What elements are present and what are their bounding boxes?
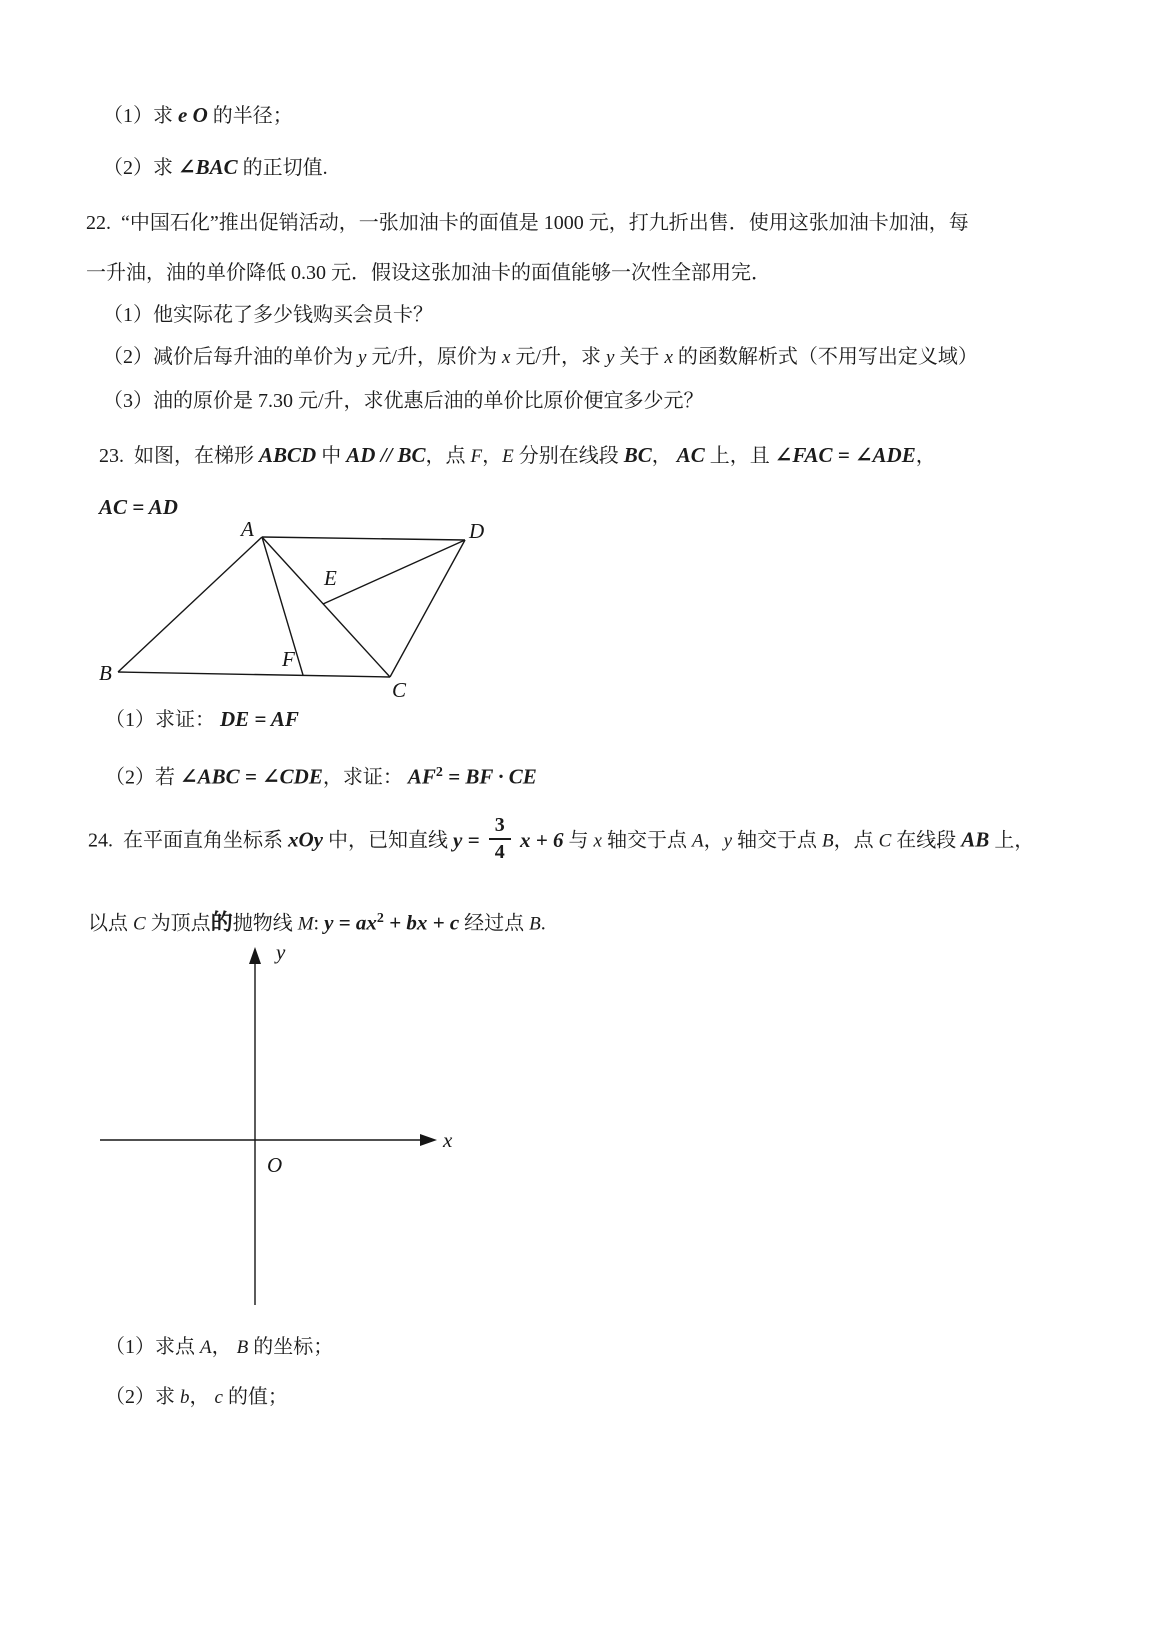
text-segment: x bbox=[664, 347, 673, 368]
text-segment: ， bbox=[211, 1336, 237, 1358]
text-segment: 为顶点 bbox=[145, 912, 211, 935]
text-segment: （2）若 bbox=[105, 766, 180, 789]
text-segment: （2）减价后每升油的单价为 bbox=[103, 346, 358, 368]
q24-statement-line1 bbox=[88, 816, 1034, 868]
q22-intro-line1 bbox=[86, 208, 969, 238]
text-segment: + bx + c bbox=[383, 910, 460, 935]
text-segment: : bbox=[313, 912, 325, 935]
label-E: E bbox=[324, 566, 337, 590]
text-segment: AC = AD bbox=[99, 495, 178, 519]
text-segment: B bbox=[529, 913, 541, 935]
text-segment: 中，已知直线 bbox=[323, 829, 453, 852]
text-segment: AB bbox=[961, 827, 990, 852]
text-segment: y = ax bbox=[324, 910, 377, 935]
text-segment: C bbox=[133, 913, 146, 935]
text-segment: c bbox=[214, 1387, 223, 1408]
label-A: A bbox=[241, 517, 254, 541]
text-segment: 元/升，求 bbox=[510, 346, 606, 368]
segment-BC bbox=[118, 672, 390, 677]
text-segment: 中 bbox=[316, 445, 347, 467]
text-segment: ， bbox=[651, 445, 677, 467]
text-segment: ∠ABC = ∠CDE bbox=[180, 764, 323, 789]
text-segment: x bbox=[593, 830, 602, 852]
text-segment: ∠BAC bbox=[178, 155, 238, 179]
text-segment: （1）求证： bbox=[105, 709, 220, 731]
text-segment: ，求证： bbox=[322, 766, 408, 789]
text-segment: 2 bbox=[376, 911, 384, 926]
q23-trapezoid-figure bbox=[98, 516, 488, 702]
fraction-numerator: 3 bbox=[494, 814, 505, 836]
text-segment: 一升油，油的单价降低 0.30 元．假设这张加油卡的面值能够一次性全部用完． bbox=[86, 262, 771, 284]
text-segment: 抛物线 bbox=[232, 912, 298, 935]
q23-part2 bbox=[105, 758, 537, 793]
label-C: C bbox=[392, 678, 407, 702]
text-segment: A bbox=[200, 1337, 212, 1358]
text-segment: （3）油的原价是 7.30 元/升，求优惠后油的单价比原价便宜多少元？ bbox=[103, 390, 704, 412]
text-segment: F bbox=[470, 446, 483, 467]
q21-part1 bbox=[103, 100, 293, 131]
text-segment: 轴交于点 bbox=[732, 829, 822, 852]
text-segment: 上， bbox=[989, 829, 1035, 852]
q21-part2 bbox=[103, 152, 328, 183]
text-segment: 在线段 bbox=[891, 829, 962, 852]
q23-part1 bbox=[105, 704, 299, 735]
label-B: B bbox=[99, 661, 112, 685]
q24-part2 bbox=[105, 1382, 288, 1413]
text-segment: 上，且 bbox=[704, 445, 775, 467]
text-segment: x bbox=[502, 347, 511, 368]
text-segment: y bbox=[606, 347, 615, 368]
q22-part3 bbox=[103, 386, 704, 416]
text-segment: 元/升，原价为 bbox=[366, 346, 502, 368]
y-axis-arrowhead bbox=[249, 947, 261, 964]
inline-fraction-equation bbox=[453, 814, 564, 863]
text-segment: BC bbox=[623, 443, 652, 467]
text-segment: 以点 bbox=[88, 912, 133, 935]
text-segment: ，点 bbox=[833, 829, 879, 852]
text-segment: 的坐标； bbox=[248, 1336, 334, 1358]
label-D: D bbox=[469, 519, 485, 543]
q22-part2 bbox=[103, 342, 978, 373]
text-segment: AF bbox=[407, 764, 436, 789]
x-axis-label: x bbox=[443, 1128, 453, 1152]
text-segment: ， bbox=[482, 445, 503, 467]
text-segment: （1）求点 bbox=[105, 1336, 200, 1358]
text-segment: e O bbox=[178, 103, 208, 127]
text-segment: ， bbox=[189, 1386, 215, 1408]
text-segment: 的值； bbox=[222, 1386, 288, 1408]
text-segment: ，点 bbox=[425, 445, 471, 467]
text-segment: AC bbox=[676, 443, 705, 467]
q24-statement-line2 bbox=[88, 904, 546, 940]
text-segment: （2）求 bbox=[105, 1386, 180, 1408]
text-segment: y bbox=[358, 347, 367, 368]
segment-AD bbox=[262, 537, 465, 540]
text-segment: B bbox=[236, 1337, 249, 1358]
text-segment: A bbox=[691, 830, 704, 852]
text-segment: 2 bbox=[435, 765, 443, 780]
text-segment: M bbox=[297, 913, 314, 935]
q24-part1 bbox=[105, 1332, 333, 1363]
equation-lhs: y = bbox=[453, 827, 485, 852]
text-segment: 关于 bbox=[614, 346, 665, 368]
text-segment: 23. 如图，在梯形 bbox=[99, 445, 259, 467]
text-segment: 的半径； bbox=[207, 105, 293, 127]
text-segment: AD // BC bbox=[346, 443, 426, 467]
text-segment: （1）他实际花了多少钱购买会员卡？ bbox=[103, 304, 433, 326]
text-segment: 轴交于点 bbox=[601, 829, 692, 852]
segment-DE bbox=[323, 540, 465, 604]
text-segment: 与 bbox=[563, 829, 594, 852]
text-segment: ， bbox=[915, 445, 936, 467]
text-segment: . bbox=[540, 912, 546, 935]
text-segment: y bbox=[723, 830, 732, 852]
text-segment: b bbox=[180, 1387, 190, 1408]
text-segment: 的 bbox=[210, 909, 233, 935]
text-segment: 的函数解析式（不用写出定义域） bbox=[672, 346, 978, 368]
q24-coordinate-axes-figure bbox=[95, 943, 475, 1315]
text-segment: ∠FAC = ∠ADE bbox=[774, 443, 916, 467]
x-axis-arrowhead bbox=[420, 1134, 437, 1146]
y-axis-label: y bbox=[276, 943, 286, 964]
equation-rhs: x + 6 bbox=[514, 827, 564, 852]
segment-AB bbox=[118, 537, 262, 672]
origin-label: O bbox=[267, 1153, 283, 1177]
text-segment: B bbox=[822, 830, 834, 852]
q23-statement-line1 bbox=[99, 440, 936, 472]
text-segment: ABCD bbox=[259, 443, 317, 467]
text-segment: ， bbox=[703, 829, 724, 852]
text-segment: 22. “中国石化”推出促销活动，一张加油卡的面值是 1000 元，打九折出售．使用这张加油卡加油，每 bbox=[86, 212, 969, 234]
text-segment: C bbox=[878, 830, 892, 852]
text-segment: 分别在线段 bbox=[513, 445, 624, 467]
text-segment: 的正切值. bbox=[237, 157, 328, 179]
text-segment: （1）求 bbox=[103, 105, 178, 127]
text-segment: DE = AF bbox=[220, 707, 299, 731]
text-segment: （2）求 bbox=[103, 157, 178, 179]
segment-DC bbox=[390, 540, 465, 677]
label-F: F bbox=[282, 647, 295, 671]
text-segment: = BF · CE bbox=[442, 764, 537, 789]
text-segment: 24. 在平面直角坐标系 bbox=[88, 829, 288, 852]
q22-intro-line2 bbox=[86, 258, 771, 288]
q22-part1 bbox=[103, 300, 433, 330]
text-segment: xOy bbox=[288, 827, 323, 852]
text-segment: 经过点 bbox=[459, 912, 530, 935]
fraction bbox=[489, 813, 511, 865]
text-segment: E bbox=[502, 446, 514, 467]
fraction-denominator: 4 bbox=[489, 838, 511, 865]
